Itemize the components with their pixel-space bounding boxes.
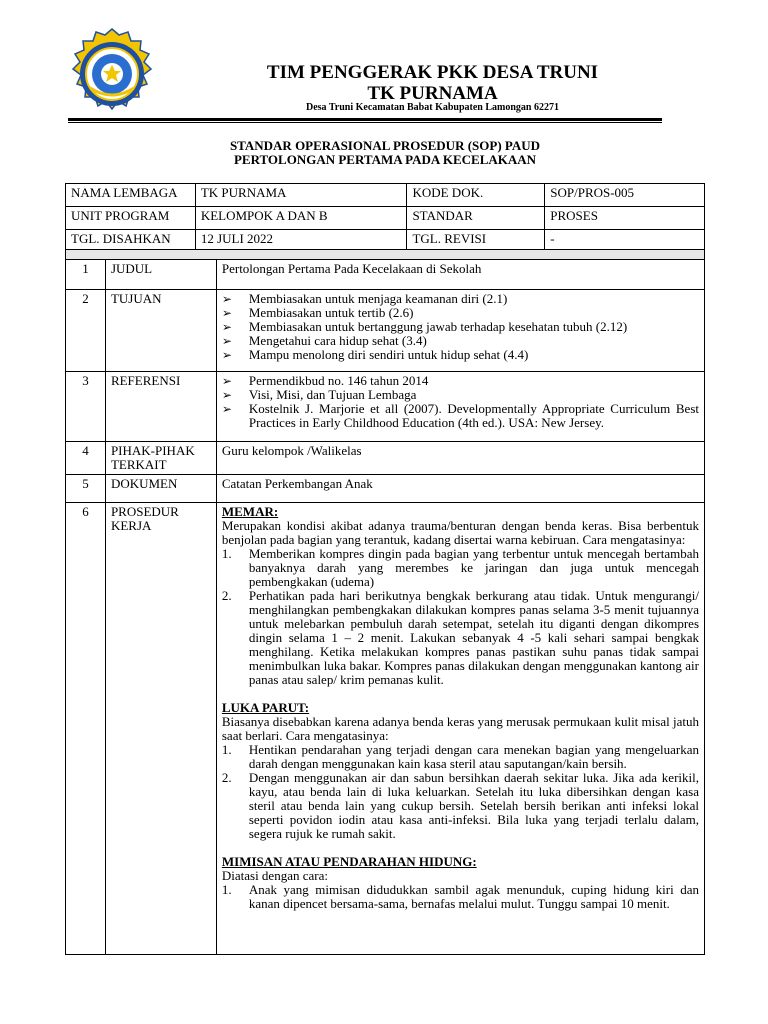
meta-label: UNIT PROGRAM [66, 207, 196, 230]
meta-label: STANDAR [407, 207, 545, 230]
meta-value: KELOMPOK A DAN B [195, 207, 407, 230]
objectives-cell [216, 290, 704, 372]
row-label: REFERENSI [105, 372, 216, 442]
row-text: Catatan Perkembangan Anak [216, 475, 704, 503]
row-label: TUJUAN [105, 290, 216, 372]
references-cell [216, 372, 704, 442]
meta-label: TGL. REVISI [407, 230, 545, 253]
section-heading: MEMAR: [221, 504, 279, 519]
document-meta-table [65, 183, 705, 253]
sop-content-table [65, 249, 705, 955]
meta-label: NAMA LEMBAGA [66, 184, 196, 207]
steps-list [222, 883, 699, 911]
list-item: ➢ Membiasakan untuk tertib (2.6) [222, 306, 699, 320]
row-number: 2 [66, 290, 106, 372]
meta-value: SOP/PROS-005 [545, 184, 705, 207]
section-intro: Merupakan kondisi akibat adanya trauma/benturan dengan benda keras. Bisa berbentuk benjolan pada bagian yang terantuk, kadang disertai warna kebiruan. Cara mengatasinya: [221, 518, 699, 547]
document-title-line1: STANDAR OPERASIONAL PROSEDUR (SOP) PAUD [229, 138, 541, 153]
table-row [66, 260, 705, 290]
step-number: 1. [221, 882, 232, 897]
step-number: 1. [221, 546, 232, 561]
document-title-line2: PERTOLONGAN PERTAMA PADA KECELAKAAN [233, 152, 537, 167]
list-item [222, 743, 699, 771]
row-label: PROSEDUR KERJA [105, 503, 216, 955]
meta-value: TK PURNAMA [195, 184, 407, 207]
steps-list [222, 547, 699, 687]
row-label: JUDUL [105, 260, 216, 290]
table-row [66, 475, 705, 503]
meta-value: PROSES [545, 207, 705, 230]
row-number: 3 [66, 372, 106, 442]
objectives-list [222, 292, 699, 362]
step-number: 2. [221, 770, 232, 785]
list-item: ➢ Mengetahui cara hidup sehat (3.4) [222, 334, 699, 348]
table-row [66, 290, 705, 372]
list-item [222, 883, 699, 911]
row-number: 6 [66, 503, 106, 955]
row-number: 5 [66, 475, 106, 503]
table-row [66, 442, 705, 475]
table-row [66, 207, 705, 230]
separator-row [66, 250, 705, 260]
list-item [222, 547, 699, 589]
steps-list [222, 743, 699, 841]
section-intro: Diatasi dengan cara: [221, 868, 328, 883]
row-text: Guru kelompok /Walikelas [216, 442, 704, 475]
step-text: Perhatikan pada hari berikutnya bengkak berkurang atau tidak. Untuk mengurangi/ menghilangkan pembengkakan dilakukan kompres panas selama 3-5 menit tujuannya untuk melebarkan pembuluh darah setempat, setelah itu diganti dengan dikompres dingin selama 1 – 2 menit. Lakukan sebanyak 4 -5 kali sehari sampai bengkak menghilang. Ketika melakukan kompres panas pastikan suhu panas tidak sampai menimbulkan luka bakar. Kompres panas dilakukan dengan menggunakan kantong air panas atau salep/ krim pemanas kulit. [248, 588, 699, 687]
step-number: 1. [221, 742, 232, 757]
references-list [222, 374, 699, 430]
list-item [222, 589, 699, 687]
step-number: 2. [221, 588, 232, 603]
pkk-emblem-logo [66, 28, 158, 120]
procedure-cell [216, 503, 704, 955]
meta-label: TGL. DISAHKAN [66, 230, 196, 253]
header-rule-thin [68, 122, 662, 123]
step-text: Dengan menggunakan air dan sabun bersihkan daerah sekitar luka. Jika ada kerikil, kayu, atau benda lain di luka keluarkan. Setelah itu luka dibersihkan dengan kasa steril atau benda lain yang cukup bersih. Setelah bersih berikan anti infeksi lokal seperti povidon iodin atau kasa anti-infeksi. Bila luka yang terjadi terlalu dalam, segera rujuk ke rumah sakit. [248, 770, 699, 841]
row-number: 1 [66, 260, 106, 290]
table-row [66, 503, 705, 955]
meta-value: - [545, 230, 705, 253]
meta-label: KODE DOK. [407, 184, 545, 207]
list-item: ➢ Visi, Misi, dan Tujuan Lembaga [222, 388, 699, 402]
header-rule-thick [68, 118, 662, 121]
list-item: ➢ Kostelnik J. Marjorie et all (2007). Developmentally Appropriate Curriculum Best Practices in Early Childhood Education (4th ed.). USA: New Jersey. [222, 402, 699, 430]
row-number: 4 [66, 442, 106, 475]
school-title: TK PURNAMA [367, 83, 498, 104]
step-text: Memberikan kompres dingin pada bagian yang terbentur untuk mencegah bertambah banyaknya darah yang merembes ke jaringan dan juga untuk mencegah pembengkakan (udema) [248, 546, 699, 589]
list-item: ➢ Membiasakan untuk bertanggung jawab terhadap kesehatan tubuh (2.12) [222, 320, 699, 334]
step-text: Anak yang mimisan didudukkan sambil agak menunduk, cuping hidung kiri dan kanan dipencet bersama-sama, bernafas melalui mulut. Tunggu sampai 10 menit. [248, 882, 699, 911]
organization-title: TIM PENGGERAK PKK DESA TRUNI [266, 62, 599, 83]
list-item: ➢ Permendikbud no. 146 tahun 2014 [222, 374, 699, 388]
address-line: Desa Truni Kecamatan Babat Kabupaten Lamongan 62271 [306, 102, 559, 113]
row-label: PIHAK-PIHAK TERKAIT [105, 442, 216, 475]
table-row [66, 372, 705, 442]
list-item [222, 771, 699, 841]
row-text: Pertolongan Pertama Pada Kecelakaan di Sekolah [216, 260, 704, 290]
list-item: ➢ Membiasakan untuk menjaga keamanan diri (2.1) [222, 292, 699, 306]
step-text: Hentikan pendarahan yang terjadi dengan cara menekan bagian yang mengeluarkan darah dengan menggunakan kain kasa steril atau saputangan/kain bersih. [248, 742, 699, 771]
meta-value: 12 JULI 2022 [195, 230, 407, 253]
section-heading: LUKA PARUT: [221, 700, 310, 715]
table-row [66, 184, 705, 207]
list-item: ➢ Mampu menolong diri sendiri untuk hidup sehat (4.4) [222, 348, 699, 362]
row-label: DOKUMEN [105, 475, 216, 503]
section-heading: MIMISAN ATAU PENDARAHAN HIDUNG: [221, 854, 477, 869]
section-intro: Biasanya disebabkan karena adanya benda keras yang merusak permukaan kulit misal jatuh saat berlari. Cara mengatasinya: [221, 714, 699, 743]
